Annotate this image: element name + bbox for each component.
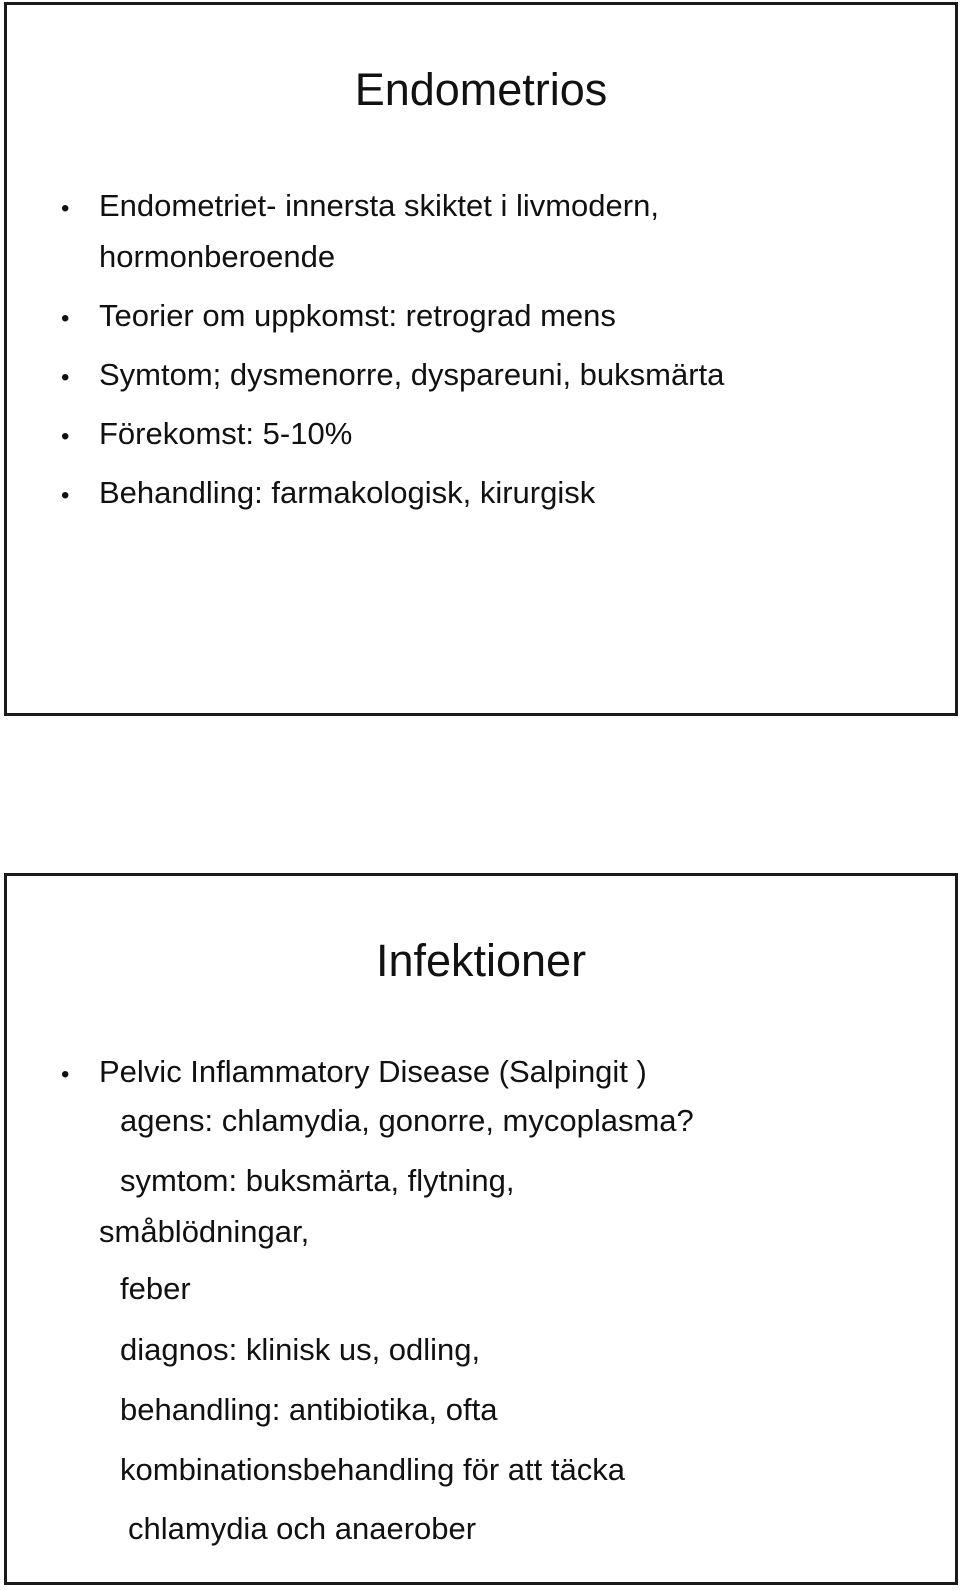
slide-title: Infektioner: [375, 935, 587, 986]
detail-line: småblödningar,: [99, 1214, 310, 1249]
bullet-icon: [61, 467, 69, 521]
bullet-icon: [61, 408, 69, 462]
detail-line: symtom: buksmärta, flytning,: [120, 1163, 515, 1198]
bullet-text: Pelvic Inflammatory Disease (Salpingit ): [99, 1054, 647, 1089]
bullet-item: [7, 1046, 879, 1097]
detail-line: agens: chlamydia, gonorre, mycoplasma?: [120, 1103, 694, 1138]
detail-line: behandling: antibiotika, ofta: [120, 1392, 498, 1427]
bullet-item: [7, 467, 879, 518]
bullet-text: Symtom; dysmenorre, dyspareuni, buksmärta: [99, 357, 725, 392]
slide-infektioner: [4, 873, 958, 1585]
bullet-item: [7, 408, 879, 459]
bullet-list: [7, 180, 879, 526]
bullet-icon: [61, 1046, 69, 1100]
bullet-item: [7, 180, 879, 282]
bullet-item: [7, 290, 879, 341]
bullet-list: [7, 1046, 879, 1105]
detail-line: feber: [120, 1271, 191, 1306]
bullet-icon: [61, 180, 69, 234]
slide-title: Endometrios: [354, 64, 608, 115]
bullet-icon: [61, 349, 69, 403]
bullet-text: Teorier om uppkomst: retrograd mens: [99, 298, 616, 333]
bullet-text: Behandling: farmakologisk, kirurgisk: [99, 475, 596, 510]
detail-line: diagnos: klinisk us, odling,: [120, 1332, 481, 1367]
bullet-text: Endometriet- innersta skiktet i livmodern, hormonberoende: [99, 188, 659, 274]
bullet-icon: [61, 290, 69, 344]
bullet-text: Förekomst: 5-10%: [99, 416, 353, 451]
detail-line: chlamydia och anaerober: [128, 1511, 477, 1546]
bullet-item: [7, 349, 879, 400]
slide-endometrios: [4, 2, 958, 716]
detail-line: kombinationsbehandling för att täcka: [120, 1452, 625, 1487]
